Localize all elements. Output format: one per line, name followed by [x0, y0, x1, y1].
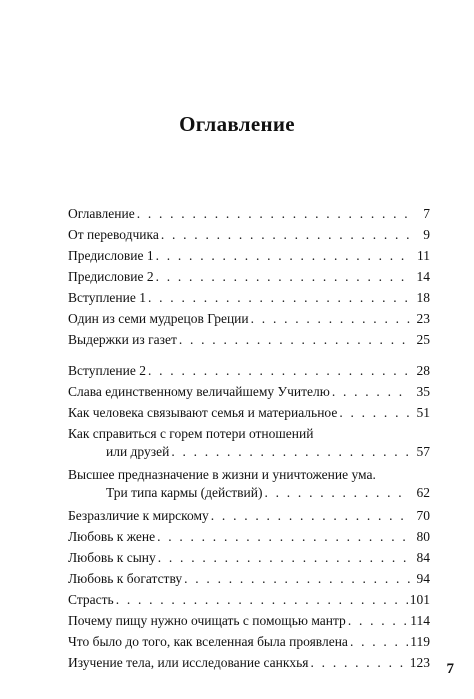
toc-entry-page: 119: [410, 634, 430, 649]
toc-entry: [68, 466, 430, 502]
toc-entry-label: От переводчика: [68, 227, 159, 242]
toc-entry-page: 18: [416, 290, 430, 305]
toc-entry-label: Страсть: [68, 592, 114, 607]
toc-entry-label: Слава единственному величайшему Учителю: [68, 384, 330, 399]
toc-entry: [68, 591, 430, 609]
page-number: 7: [446, 661, 454, 677]
toc-entry: [68, 404, 430, 422]
toc-entry-page: 70: [416, 508, 430, 523]
leader-dots: [332, 383, 410, 401]
toc-entry: [68, 268, 430, 286]
toc-entry-label: Любовь к сыну: [68, 550, 156, 565]
toc-entry-label: Выдержки из газет: [68, 332, 177, 347]
toc-entry: [68, 528, 430, 546]
leader-dots: [137, 205, 410, 223]
toc-entry: [68, 205, 430, 223]
leader-dots: [184, 570, 410, 588]
toc-entry: [68, 507, 430, 525]
toc-entry-label: Вступление 2: [68, 363, 146, 378]
toc-entry-page: 80: [416, 529, 430, 544]
toc-entry-page: 114: [410, 613, 430, 628]
toc-entry-label: Как человека связывают семья и материальное: [68, 405, 338, 420]
toc-entry-label: Один из семи мудрецов Греции: [68, 311, 249, 326]
leader-dots: [251, 310, 410, 328]
toc-entry: [68, 654, 430, 672]
toc-entry: [68, 549, 430, 567]
toc-entry-page: 123: [409, 655, 430, 670]
leader-dots: [161, 226, 410, 244]
page-title: Оглавление: [179, 112, 295, 136]
toc-entry-page: 9: [423, 227, 430, 242]
toc-entry-page: 84: [416, 550, 430, 565]
leader-dots: [264, 484, 410, 502]
toc-entry: [68, 310, 430, 328]
leader-dots: [156, 268, 410, 286]
toc-entry-label: Предисловие 2: [68, 269, 154, 284]
leader-dots: [116, 591, 408, 609]
leader-dots: [348, 612, 408, 630]
toc-entry-page: 101: [409, 592, 430, 607]
leader-dots: [156, 247, 410, 265]
toc-entry: [68, 425, 430, 461]
toc-entry-label: Как справиться с горем потери отношений: [68, 426, 314, 441]
leader-dots: [211, 507, 410, 525]
toc-entry: [68, 612, 430, 630]
toc-entry-label-continued: Три типа кармы (действий): [106, 485, 263, 500]
toc-entry-label: Любовь к жене: [68, 529, 156, 544]
leader-dots: [311, 654, 408, 672]
toc-entry: [68, 331, 430, 349]
toc-entry-label: Безразличие к мирскому: [68, 508, 209, 523]
leader-dots: [157, 528, 410, 546]
toc-entry-label: Вступление 1: [68, 290, 146, 305]
toc-entry-label: Предисловие 1: [68, 248, 154, 263]
leader-dots: [148, 289, 410, 307]
toc-entry-page: 62: [416, 485, 430, 500]
toc-entry-label: Высшее предназначение в жизни и уничтожение ума.: [68, 467, 376, 482]
leader-dots: [350, 633, 408, 651]
toc-entry-page: 57: [416, 444, 430, 459]
leader-dots: [158, 549, 410, 567]
toc-entry-page: 94: [416, 571, 430, 586]
toc-entry-label: Почему пищу нужно очищать с помощью мантр: [68, 613, 346, 628]
toc-entry: [68, 633, 430, 651]
leader-dots: [171, 443, 410, 461]
toc-entry: [68, 570, 430, 588]
toc-entry: [68, 247, 430, 265]
toc-entry-label: Что было до того, как вселенная была проявлена: [68, 634, 348, 649]
toc-entry-page: 28: [416, 363, 430, 378]
toc-entry: [68, 383, 430, 401]
toc-entry-label: Оглавление: [68, 206, 135, 221]
toc-entry-page: 51: [416, 405, 430, 420]
toc-entry-page: 11: [417, 248, 430, 263]
leader-dots: [339, 404, 410, 422]
toc-entry-page: 25: [416, 332, 430, 347]
leader-dots: [179, 331, 410, 349]
leader-dots: [148, 362, 410, 380]
toc-entry-label: Любовь к богатству: [68, 571, 183, 586]
toc-entry-page: 23: [416, 311, 430, 326]
toc-entry-page: 7: [423, 206, 430, 221]
toc-entry: [68, 226, 430, 244]
toc-entry-label: Изучение тела, или исследование санкхья: [68, 655, 309, 670]
toc-entry-label-continued: или друзей: [106, 444, 170, 459]
toc-entry: [68, 362, 430, 380]
toc-entry-page: 14: [416, 269, 430, 284]
toc-entry: [68, 289, 430, 307]
toc-entry-page: 35: [416, 384, 430, 399]
